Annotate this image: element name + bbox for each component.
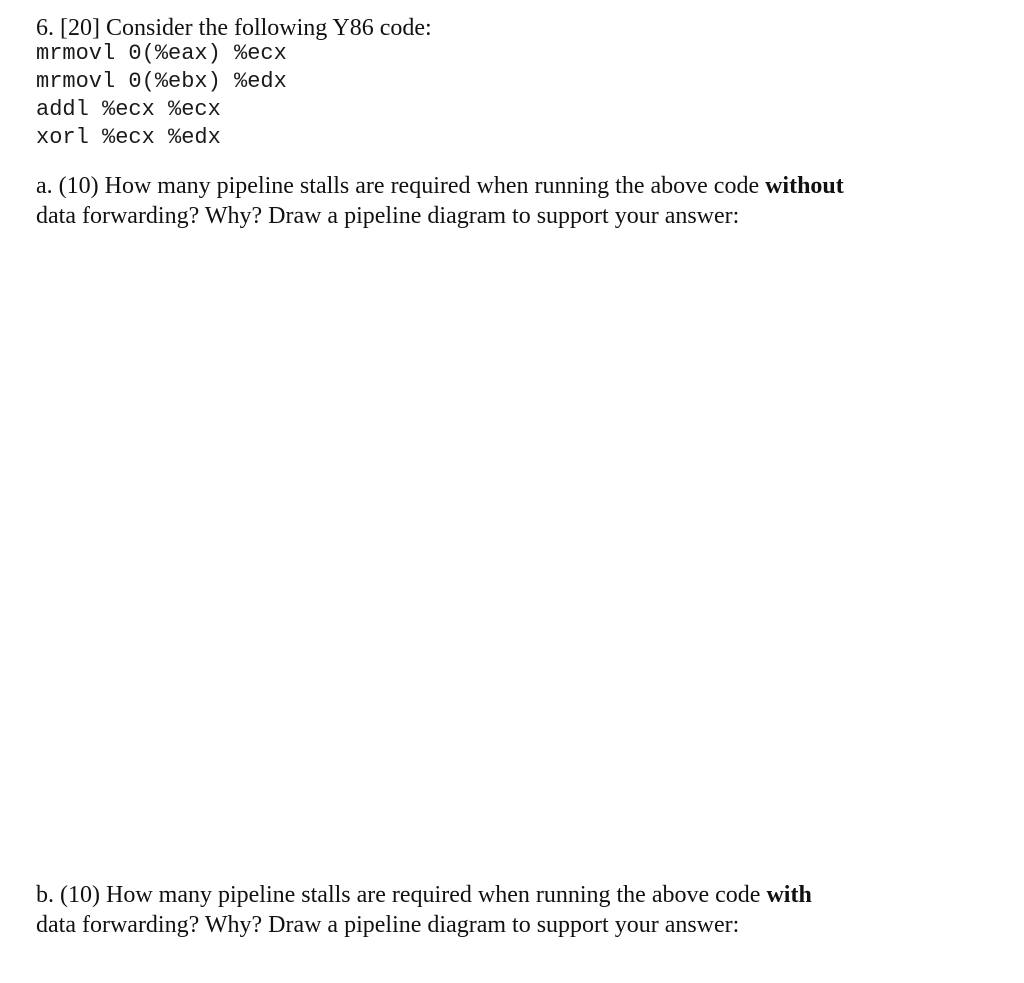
part-b-prefix: b. (10) How many pipeline stalls are required when running the above code (36, 882, 767, 908)
code-line: mrmovl 0(%ebx) %edx (36, 69, 287, 94)
part-a-emphasis: without (765, 173, 844, 199)
question-header: 6. [20] Consider the following Y86 code: (36, 15, 432, 41)
part-a-prefix: a. (10) How many pipeline stalls are required when running the above code (36, 173, 766, 199)
code-line: xorl %ecx %edx (36, 125, 221, 150)
part-a-line-2: data forwarding? Why? Draw a pipeline diagram to support your answer: (36, 203, 740, 229)
part-b-emphasis: with (766, 882, 812, 908)
part-b-question (36, 880, 812, 940)
part-a-question (36, 171, 844, 231)
part-b-line-1 (36, 880, 812, 910)
part-a-line-1 (36, 171, 844, 201)
code-line: mrmovl 0(%eax) %ecx (36, 41, 287, 66)
part-b-line-2: data forwarding? Why? Draw a pipeline diagram to support your answer: (36, 912, 740, 938)
code-line: addl %ecx %ecx (36, 97, 221, 122)
code-block (36, 40, 287, 152)
